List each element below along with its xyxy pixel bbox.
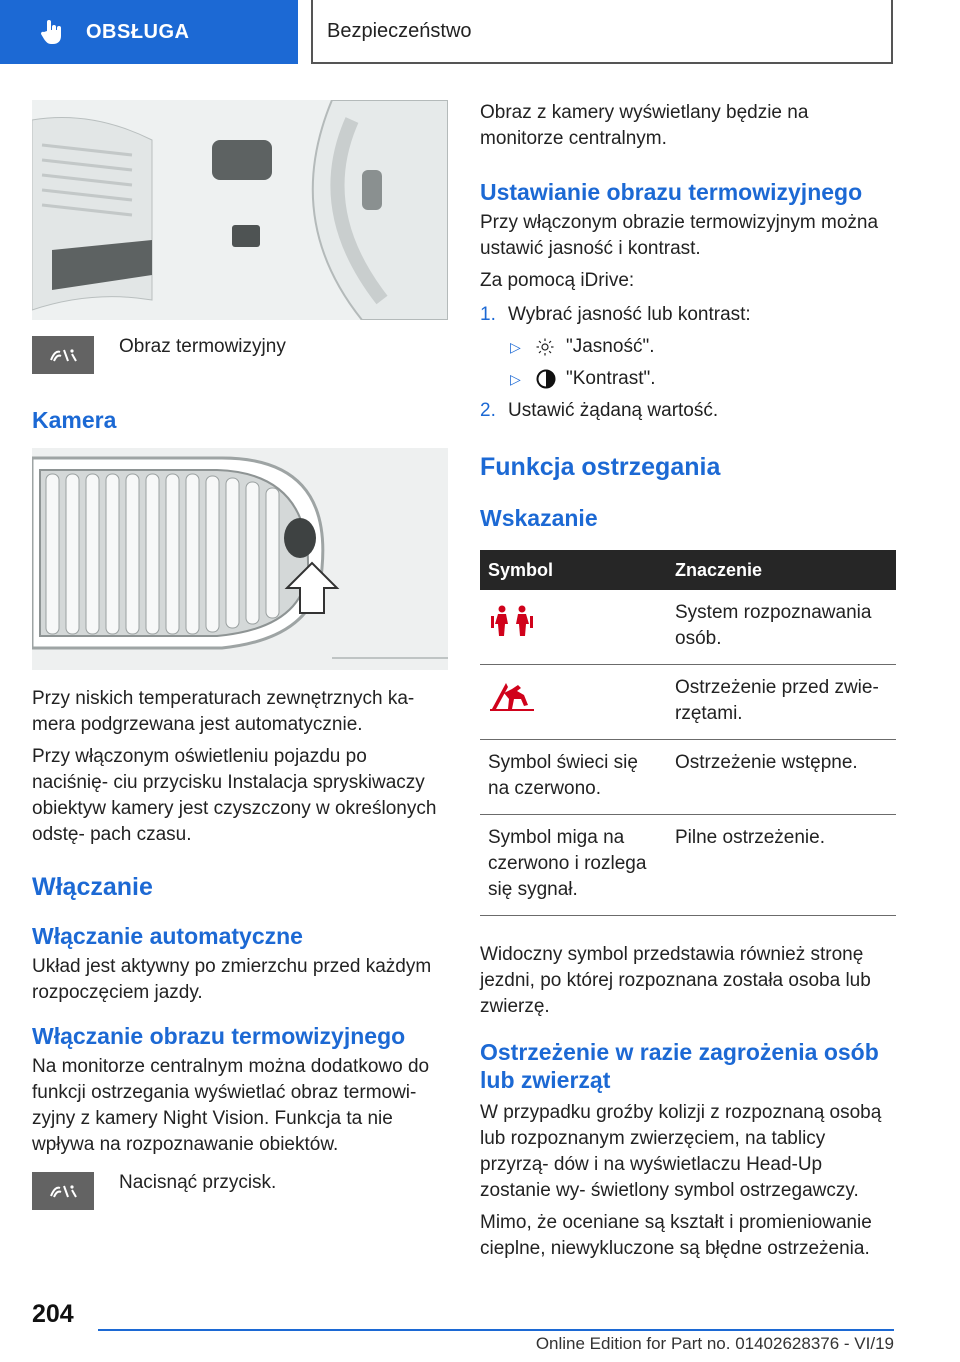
table-cell-symbol: Symbol miga na czerwono i rozlega się sygnał. <box>480 815 667 916</box>
danger-paragraph-1: W przypadku groźby kolizji z rozpoznaną osobą lub rozpoznanym zwierzęciem, na tablicy przyrzą- dów i na wyświetlaczu Head-Up zostanie wy- świetlony symbol ostrzegawczy. <box>480 1102 882 1201</box>
symbol-table <box>480 550 896 916</box>
section-label: OBSŁUGA <box>86 20 190 43</box>
sub-option-contrast-label: "Kontrast". <box>566 368 656 389</box>
right-column <box>480 100 896 1262</box>
contrast-icon <box>536 369 566 389</box>
step-1-text: Wybrać jasność lub kontrast: <box>508 304 751 325</box>
press-button-row <box>32 1172 448 1210</box>
left-column <box>32 100 448 1210</box>
heading-setting: Ustawianie obrazu termowizyjnego <box>480 179 863 205</box>
hand-pointer-icon <box>38 18 66 46</box>
heading-danger: Ostrzeżenie w razie zagrożenia osób lub zwierząt <box>480 1039 879 1093</box>
table-header-meaning: Znaczenie <box>667 550 896 590</box>
steps-list <box>480 302 896 328</box>
table-cell-meaning: Pilne ostrzeżenie. <box>667 815 896 916</box>
table-cell-symbol: Symbol świeci się na czerwono. <box>480 740 667 815</box>
night-vision-icon <box>46 1182 80 1200</box>
page-number: 204 <box>32 1300 74 1328</box>
table-row <box>480 590 896 665</box>
heading-indication: Wskazanie <box>480 505 598 531</box>
sub-option-contrast[interactable] <box>510 366 896 392</box>
table-cell-meaning: System rozpoznawania osób. <box>667 590 896 665</box>
footer-divider <box>98 1329 894 1331</box>
steps-list-2 <box>480 398 896 424</box>
step-1-number: 1. <box>480 304 496 325</box>
table-row <box>480 740 896 815</box>
auto-paragraph: Układ jest aktywny po zmierzchu przed każdym rozpoczęciem jazdy. <box>32 956 432 1003</box>
brightness-icon <box>536 338 566 356</box>
caption-thermal: Obraz termowizyjny <box>119 336 286 357</box>
thermal-image-row <box>32 336 448 374</box>
press-button-text: Nacisnąć przycisk. <box>119 1172 277 1193</box>
night-vision-button[interactable] <box>32 336 94 374</box>
heading-warning: Funkcja ostrzegania <box>480 453 721 481</box>
table-cell-symbol <box>480 590 667 665</box>
night-vision-button-2[interactable] <box>32 1172 94 1210</box>
sub-option-brightness[interactable] <box>510 334 896 360</box>
sub-option-brightness-label: "Jasność". <box>566 336 655 357</box>
step-2-text: Ustawić żądaną wartość. <box>508 400 719 421</box>
table-cell-meaning: Ostrzeżenie wstępne. <box>667 740 896 815</box>
camera-paragraph-1: Przy niskich temperaturach zewnętrznych ka- mera podgrzewana jest automatycznie. <box>32 688 415 735</box>
chapter-label: Bezpieczeństwo <box>327 19 472 42</box>
grille-illustration <box>32 448 448 670</box>
thermal-on-paragraph: Na monitorze centralnym można dodatkowo do funkcji ostrzegania wyświetlać obraz termowi- zyjny z kamery Night Vision. Funkcja ta nie wpływa na rozpoznawanie obiektów. <box>32 1056 430 1155</box>
heading-switch-on: Włączanie <box>32 873 153 901</box>
section-tab <box>0 0 298 64</box>
grille-drawing <box>32 448 448 670</box>
animal-warning-icon <box>488 679 536 713</box>
night-vision-icon <box>46 346 80 364</box>
table-cell-symbol <box>480 665 667 740</box>
camera-paragraph-2: Przy włączonym oświetleniu pojazdu po naciśnię- ciu przycisku Instalacja spryskiwaczy obiektyw kamery jest czyszczony w określonych odstę- pach czasu. <box>32 746 437 845</box>
step-1 <box>480 302 896 328</box>
danger-paragraph-2: Mimo, że oceniane są kształt i promieniowanie cieplne, niewykluczone są błędne ostrzeżenia. <box>480 1212 872 1259</box>
monitor-paragraph: Obraz z kamery wyświetlany będzie na monitorze centralnym. <box>480 102 809 149</box>
table-cell-meaning: Ostrzeżenie przed zwie- rzętami. <box>667 665 896 740</box>
footer-edition: Online Edition for Part no. 01402628376 - VI/19 <box>535 1334 894 1353</box>
triangle-bullet-icon: ▷ <box>510 339 521 355</box>
table-row <box>480 665 896 740</box>
pedestrian-warning-icon <box>488 604 536 638</box>
heading-thermal-on: Włączanie obrazu termowizyjnego <box>32 1023 406 1049</box>
heading-camera: Kamera <box>32 407 117 433</box>
dashboard-drawing <box>32 100 448 320</box>
triangle-bullet-icon: ▷ <box>510 371 521 387</box>
idrive-paragraph: Za pomocą iDrive: <box>480 270 635 291</box>
dashboard-illustration <box>32 100 448 320</box>
table-header-symbol: Symbol <box>480 550 667 590</box>
table-row <box>480 815 896 916</box>
symbol-side-paragraph: Widoczny symbol przedstawia również stronę jezdni, po której rozpoznana została osoba lub zwierzę. <box>480 944 871 1017</box>
heading-auto: Włączanie automatyczne <box>32 923 303 949</box>
chapter-box <box>311 0 893 64</box>
step-2-number: 2. <box>480 400 496 421</box>
setting-paragraph: Przy włączonym obrazie termowizyjnym można ustawić jasność i kontrast. <box>480 212 879 259</box>
step-2 <box>480 398 896 424</box>
